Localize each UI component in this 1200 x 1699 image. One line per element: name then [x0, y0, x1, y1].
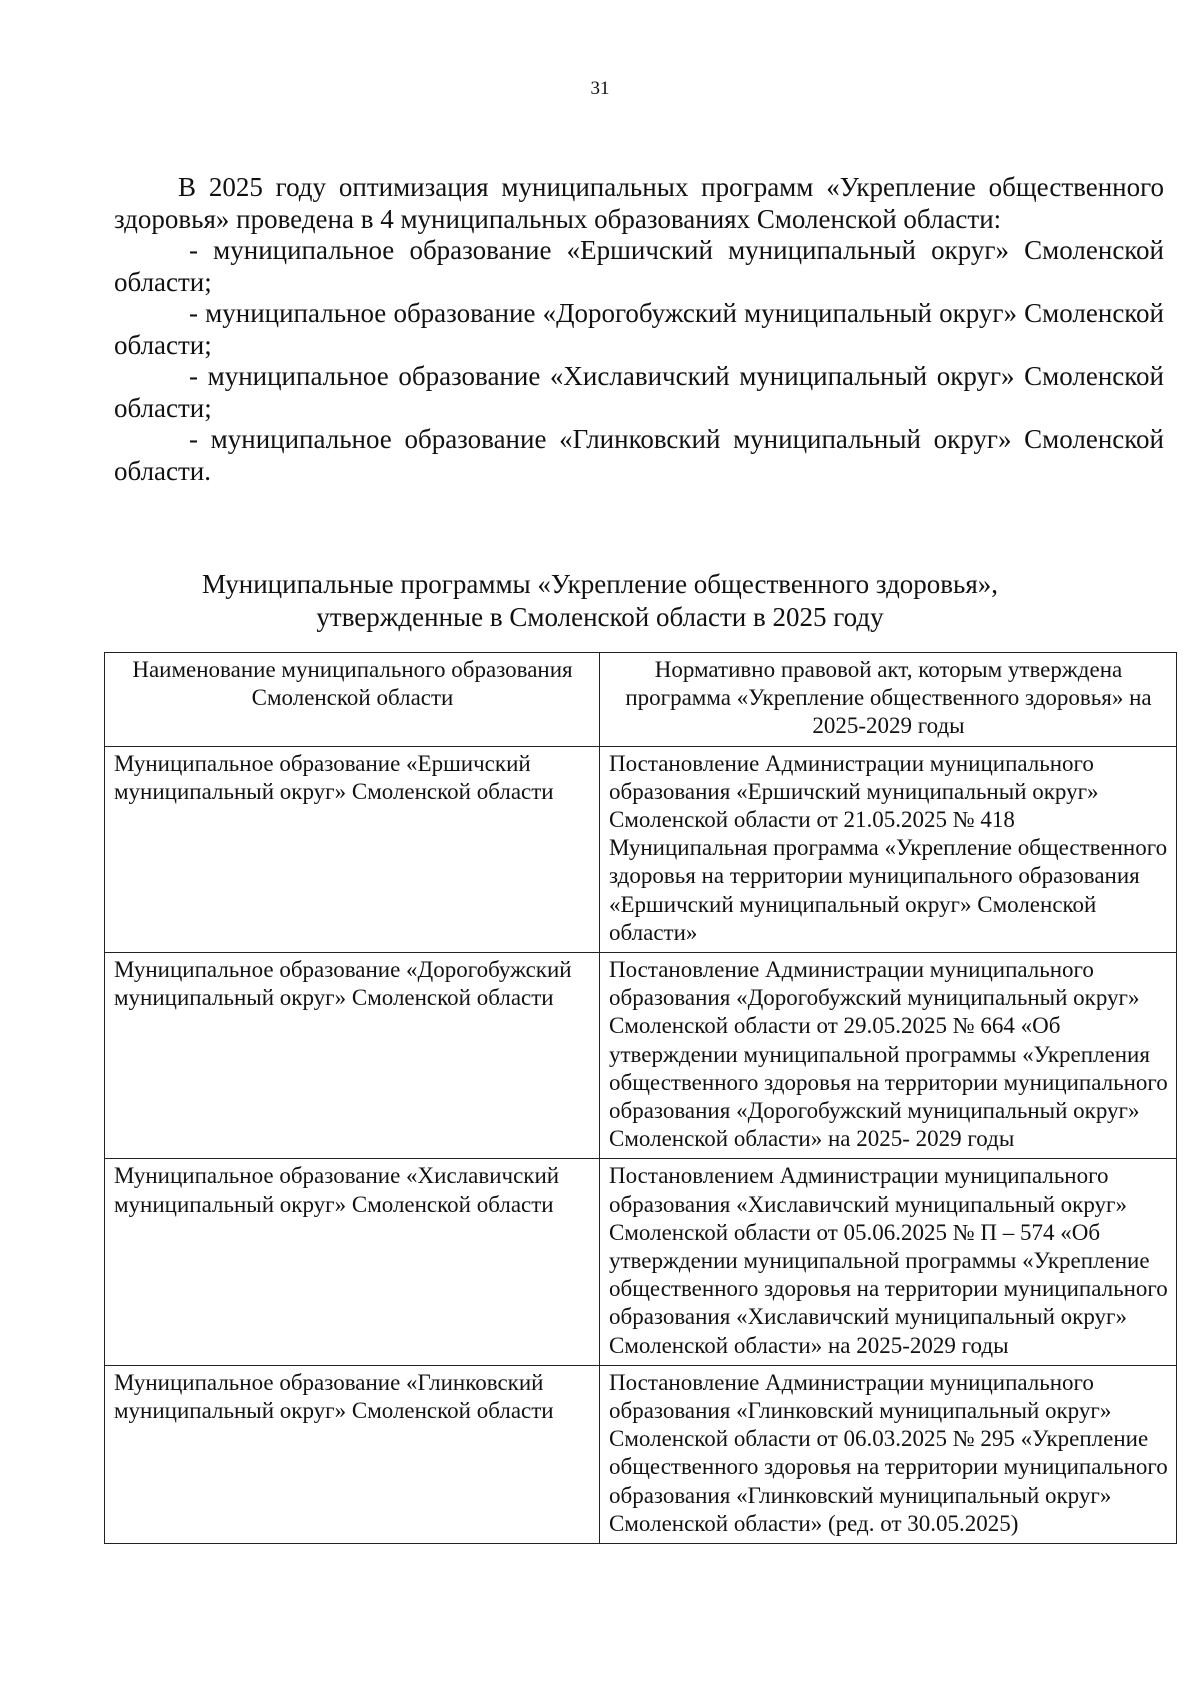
- caption-line: Муниципальные программы «Укрепление общественного здоровья»,: [201, 569, 999, 599]
- cell-municipality: Муниципальное образование «Глинковский муниципальный округ» Смоленской области: [105, 1365, 600, 1543]
- caption-line: утвержденные в Смоленской области в 2025 году: [316, 602, 884, 632]
- cell-legal-act: Постановление Администрации муниципального образования «Дорогобужский муниципальный округ» Смоленской области от 29.05.2025 № 664 «Об утверждении муниципальной программы «Укрепления общественного здоровья на территории муниципального образования «Дорогобужский муниципальный округ» Смоленской области» на 2025- 2029 годы: [600, 953, 1177, 1159]
- bullet-item: - муниципальное образование «Ершичский муниципальный округ» Смоленской области;: [114, 235, 1164, 297]
- header-municipality: Наименование муниципального образования Смоленской области: [105, 653, 600, 747]
- table-row: [105, 1159, 1177, 1365]
- intro-paragraph: В 2025 году оптимизация муниципальных программ «Укрепление общественного здоровья» проведена в 4 муниципальных образованиях Смоленской области:: [114, 172, 1164, 234]
- table-caption: [0, 568, 1200, 634]
- programs-table: [104, 652, 1177, 1544]
- bullet-item: - муниципальное образование «Глинковский муниципальный округ» Смоленской области.: [114, 424, 1164, 486]
- table-header-row: [105, 653, 1177, 747]
- cell-legal-act: Постановление Администрации муниципального образования «Глинковский муниципальный округ» Смоленской области от 06.03.2025 № 295 «Укрепление общественного здоровья на территории муниципального образования «Глинковский муниципальный округ» Смоленской области» (ред. от 30.05.2025): [600, 1365, 1177, 1543]
- header-legal-act: Нормативно правовой акт, которым утверждена программа «Укрепление общественного здоровья» на 2025-2029 годы: [600, 653, 1177, 747]
- bullet-item: - муниципальное образование «Хиславичский муниципальный округ» Смоленской области;: [114, 361, 1164, 423]
- intro-text: [114, 172, 1164, 487]
- table-row: [105, 953, 1177, 1159]
- cell-municipality: Муниципальное образование «Ершичский муниципальный округ» Смоленской области: [105, 746, 600, 952]
- cell-legal-act: Постановлением Администрации муниципального образования «Хиславичский муниципальный округ» Смоленской области от 05.06.2025 № П – 574 «Об утверждении муниципальной программы «Укрепление общественного здоровья на территории муниципального образования «Хиславичский муниципальный округ» Смоленской области» на 2025-2029 годы: [600, 1159, 1177, 1365]
- cell-municipality: Муниципальное образование «Хиславичский муниципальный округ» Смоленской области: [105, 1159, 600, 1365]
- page-number: 31: [590, 78, 610, 99]
- table-row: [105, 1365, 1177, 1543]
- table-row: [105, 746, 1177, 952]
- cell-legal-act: Постановление Администрации муниципального образования «Ершичский муниципальный округ» Смоленской области от 21.05.2025 № 418 Муниципальная программа «Укрепление общественного здоровья на территории муниципального образования «Ершичский муниципальный округ» Смоленской области»: [600, 746, 1177, 952]
- bullet-item: - муниципальное образование «Дорогобужский муниципальный округ» Смоленской области;: [114, 298, 1164, 360]
- cell-municipality: Муниципальное образование «Дорогобужский муниципальный округ» Смоленской области: [105, 953, 600, 1159]
